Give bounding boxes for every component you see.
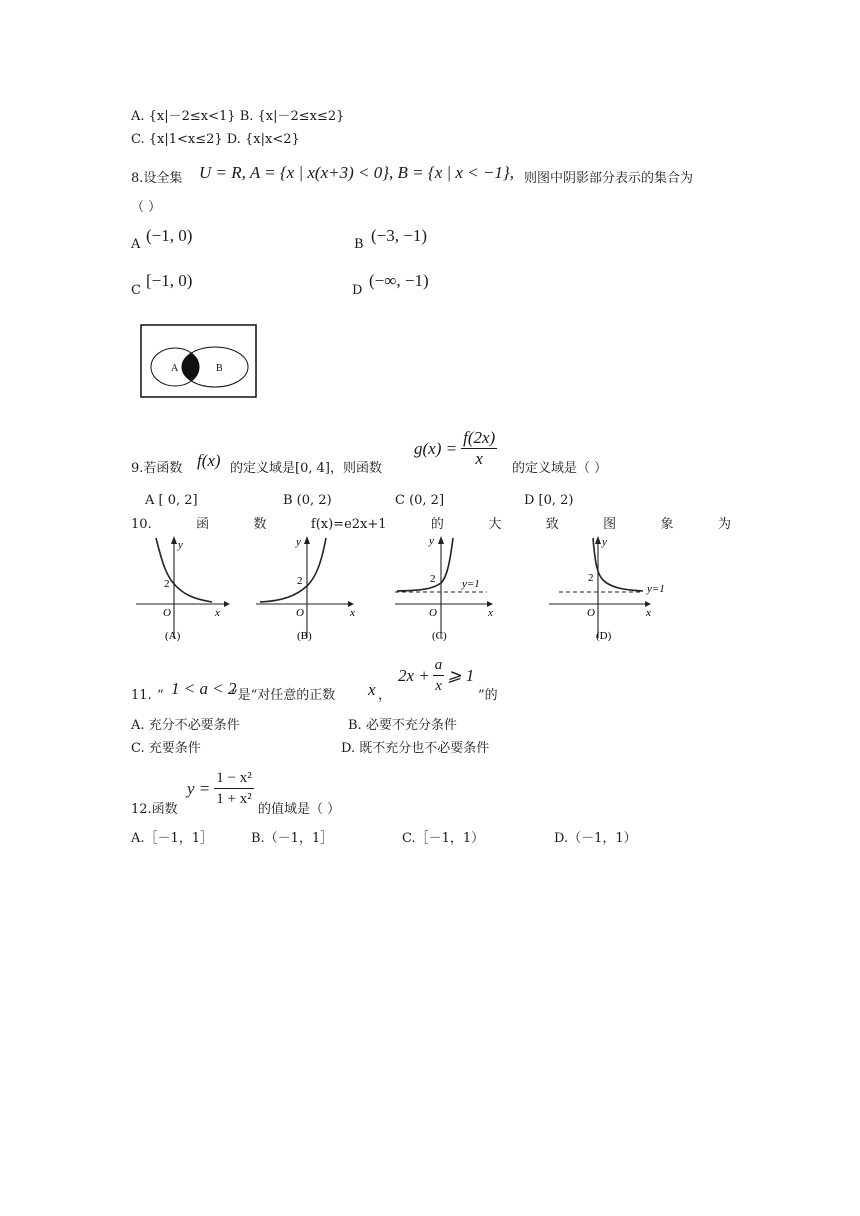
q8-option-d-letter: D [352,283,363,298]
q12-option-a: A.［－1，1］ [131,831,214,846]
q11-comma: ， [378,688,392,703]
q10-word: 函 [196,517,210,532]
intercept-label: 2 [297,575,303,587]
q12-prefix: 12.函数 [131,802,178,817]
q12-fraction [214,768,253,809]
q8-prefix: 8.设全集 [131,171,183,186]
venn-frame [141,325,256,397]
q11-open-quote: “ [157,688,164,703]
asymptote-label: y=1 [647,583,665,595]
q9-suffix: 的定义域是（ ） [512,461,608,476]
q8-option-c-letter: C [131,283,141,298]
q12-numerator: 1 − x² [214,768,253,789]
y-axis-arrow [304,536,310,544]
origin-label: O [587,607,595,619]
y-axis-arrow [438,536,444,544]
q10-graph-d [545,532,675,646]
q11-option-c: C. 充要条件 [131,741,201,756]
origin-label: O [296,607,304,619]
q10-word: 致 [545,517,559,532]
q11-ineq-numerator: a [433,655,445,676]
x-axis-label: x [350,607,355,619]
q8-option-d-value: (−∞, −1) [369,271,429,290]
curve [260,538,326,602]
q10-word: 图 [603,517,617,532]
q11-prefix: 11. [131,688,152,703]
q8-answer-paren: （ ） [131,200,162,215]
q11-ineq-fraction [433,655,445,696]
q11-ineq-denominator: x [435,678,442,694]
q12-suffix: 的值域是（ ） [258,802,341,817]
q10-word: 大 [488,517,502,532]
venn-diagram [140,324,257,398]
q9-fx: f(x) [197,451,221,470]
q12-denominator: 1 + x² [216,791,252,807]
q11-ineq-lhs: 2x + [398,665,430,685]
intercept-label: 2 [430,573,436,585]
q12-option-b: B.（－1，1］ [251,831,334,846]
asymptote-label: y=1 [462,578,480,590]
q8-option-c-value: [−1, 0) [146,271,193,290]
y-axis-label: y [296,536,301,548]
intercept-label: 2 [588,572,594,584]
x-axis-label: x [215,607,220,619]
curve [156,538,212,602]
q10-graph-a [132,532,232,646]
q11-inequality [398,655,474,696]
q12-y-lhs: y = [187,778,211,798]
q9-prefix: 9.若函数 [131,461,183,476]
q11-option-d: D. 既不充分也不必要条件 [341,741,490,756]
origin-label: O [163,607,171,619]
q11-option-a: A. 充分不必要条件 [131,718,240,733]
q10-word: 的 [430,517,444,532]
q7-options-line1: A. {x|－2≤x<1} B. {x|－2≤x≤2} [131,109,345,124]
q9-option-c: C (0, 2] [395,493,445,508]
graph-label: (D) [596,630,612,642]
venn-label-b: B [216,363,223,374]
q11-option-b: B. 必要不充分条件 [348,718,457,733]
q10-word: 为 [717,517,731,532]
x-axis-arrow [224,601,230,607]
q9-g-lhs: g(x) = [414,438,458,458]
graph-label: (A) [165,630,181,642]
q11-ineq-rhs: ⩾ 1 [447,665,475,685]
q10-number: 10. [131,517,152,532]
q11-condition: 1 < a < 2 [171,679,237,698]
curve [593,538,643,591]
q9-option-a: A [ 0, 2] [145,493,198,508]
q12-formula [187,768,254,809]
q10-word: 数 [253,517,267,532]
q11-suffix: ”的 [478,688,498,703]
q9-g-formula [414,428,497,469]
x-axis-label: x [488,607,493,619]
y-axis-label: y [429,535,434,547]
q10-word: 象 [660,517,674,532]
q9-mid: 的定义域是[0, 4]，则函数 [230,461,382,476]
q11-var-x: x [368,680,376,699]
q9-g-fraction [461,428,497,469]
q9-option-d: D [0, 2) [524,493,574,508]
q10-graph-b [252,532,362,646]
graph-label: (B) [297,630,312,642]
q10-graph-c [391,532,501,646]
q8-option-a-letter: A [131,237,141,252]
q8-option-b-letter: B [354,237,364,252]
y-axis-arrow [171,536,177,544]
y-axis-label: y [178,539,183,551]
curve [397,538,453,591]
q10-function: f(x)=e2x+1 [310,517,387,532]
q9-g-denominator: x [475,449,483,468]
q9-option-b: B (0, 2) [283,493,332,508]
venn-label-a: A [171,363,179,374]
q8-question-text: 则图中阴影部分表示的集合为 [524,171,694,186]
q12-option-d: D.（－1，1） [554,831,637,846]
q9-g-numerator: f(2x) [463,428,496,447]
q8-set-definitions: U = R, A = {x | x(x+3) < 0}, B = {x | x < −1}, [199,163,514,182]
q8-option-b-value: (−3, −1) [371,226,427,245]
intercept-label: 2 [164,578,170,590]
graph-label: (C) [432,630,447,642]
q7-options-line2: C. {x|1<x≤2} D. {x|x<2} [131,132,300,147]
q12-option-c: C.［－1，1） [402,831,485,846]
q8-option-a-value: (−1, 0) [146,226,193,245]
y-axis-label: y [602,536,607,548]
x-axis-label: x [646,607,651,619]
origin-label: O [429,607,437,619]
y-axis-arrow [595,536,601,544]
q11-mid-text: ”是“对任意的正数 [231,688,336,703]
